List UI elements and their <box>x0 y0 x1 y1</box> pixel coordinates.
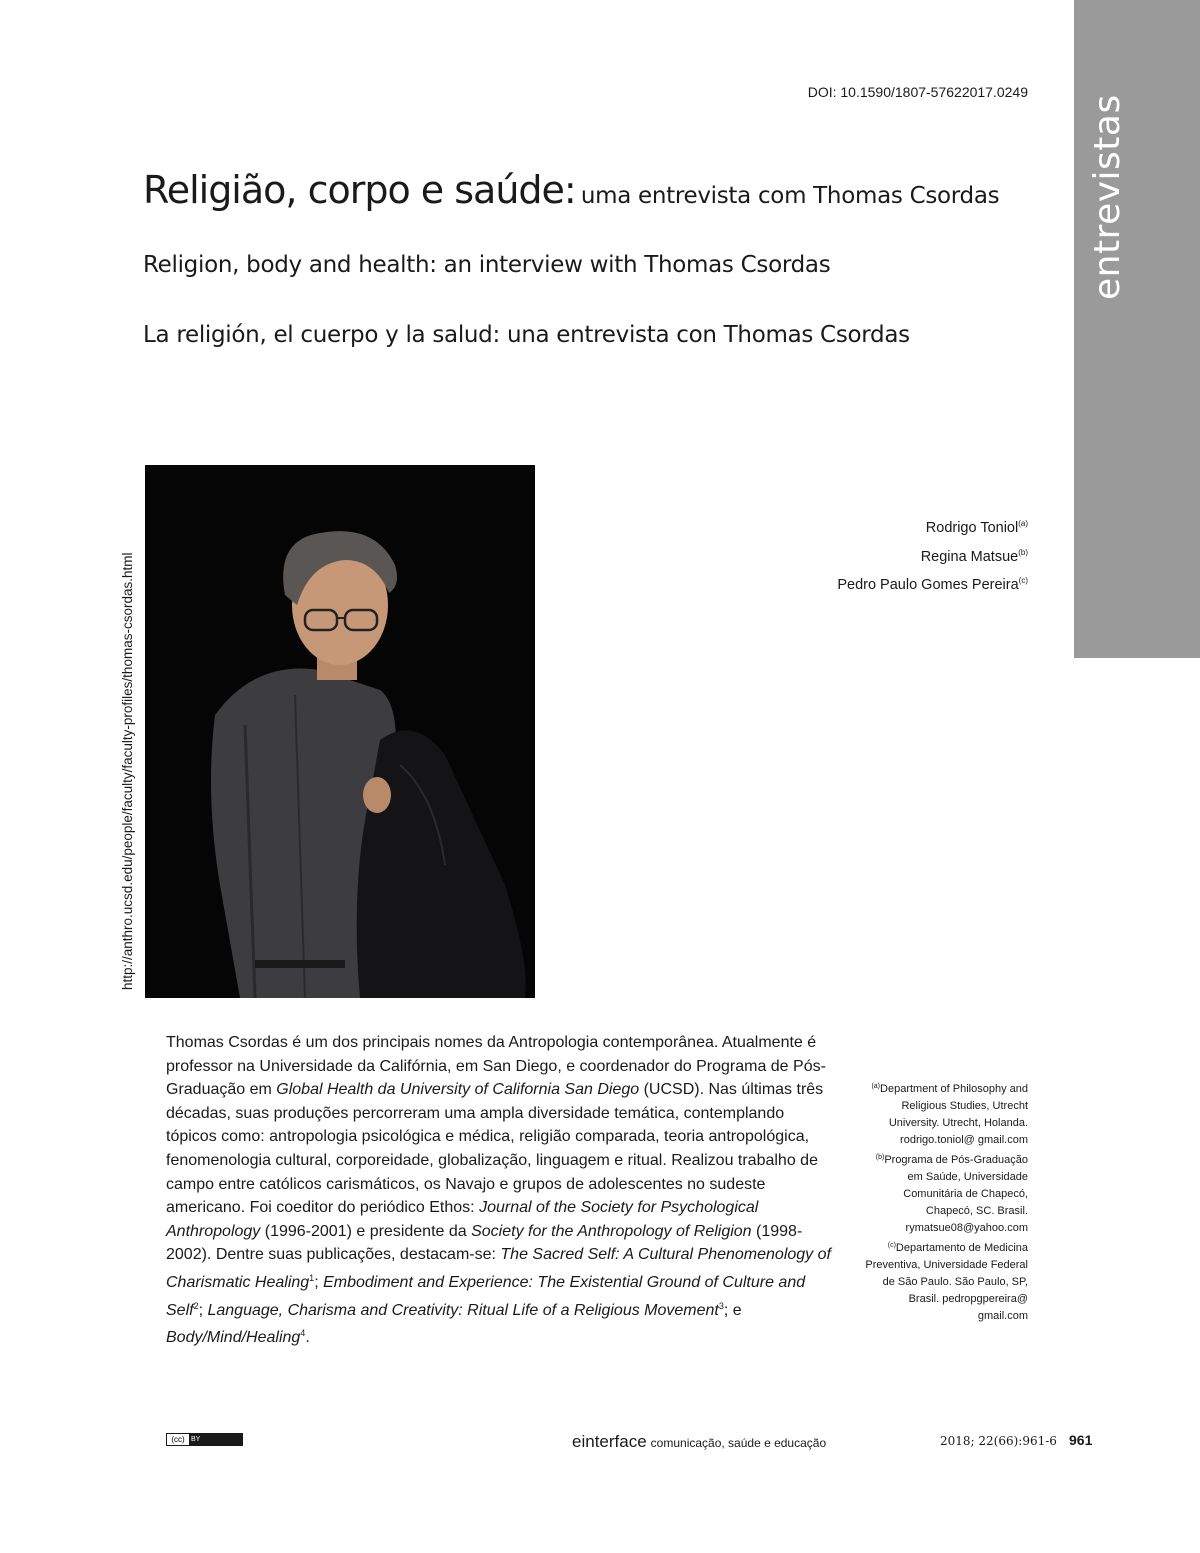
journal-logo-icon: e <box>572 1432 582 1451</box>
page-number: 961 <box>1069 1432 1093 1448</box>
affiliation-text: Department of Philosophy and Religious Studies, Utrecht University. Utrecht, Holanda. rodrigo.toniol@ gmail.com <box>880 1083 1028 1146</box>
author-item <box>837 512 1028 541</box>
affiliation-item <box>863 1078 1028 1149</box>
affiliations-block <box>863 1078 1028 1325</box>
abstract-italic: Journal of the Society for Psychological Anthropology <box>166 1199 759 1240</box>
cc-license-badge[interactable] <box>166 1433 243 1446</box>
abstract-text: (1998-2002). Dentre suas publicações, destacam-se: <box>166 1222 803 1264</box>
title-subtitle: uma entrevista com Thomas Csordas <box>580 183 1000 209</box>
author-name: Pedro Paulo Gomes Pereira <box>837 577 1019 593</box>
section-tab-label: entrevistas <box>1087 94 1128 300</box>
abstract-italic: Embodiment and Experience: The Existential Ground of Culture and Self <box>166 1273 806 1319</box>
author-mark: (c) <box>1018 576 1028 585</box>
journal-subtitle: comunicação, saúde e educação <box>650 1436 827 1450</box>
author-item <box>837 569 1028 598</box>
journal-name: interface <box>581 1432 647 1451</box>
affiliation-item <box>863 1149 1028 1237</box>
abstract-italic: Body/Mind/Healing <box>166 1329 301 1347</box>
abstract-text: ; <box>198 1301 208 1319</box>
abstract-text: ; <box>314 1273 324 1291</box>
abstract-italic: Global Health da University of California San Diego <box>276 1081 640 1099</box>
title-english: Religion, body and health: an interview with Thomas Csordas <box>143 252 831 278</box>
citation: 2018; 22(66):961-6 <box>940 1434 1057 1448</box>
affiliation-item <box>863 1237 1028 1325</box>
cc-icon: (cc) <box>167 1434 189 1445</box>
author-mark: (a) <box>1018 519 1028 528</box>
cc-by-label: BY <box>191 1436 201 1443</box>
abstract-text: (UCSD). Nas últimas três décadas, suas produções percorreram uma ampla diversidade temática, contemplando tópicos como: antropologia psicológica e médica, religião comparada, teoria antropológica, fenomenologia cultural, corporeidade, globalização, linguagem e ritual. Realizou trabalho de campo entre católicos carismáticos, os Navajo e grupos de adolescentes no sudeste americano. Foi coeditor do periódico Ethos: <box>166 1081 824 1217</box>
author-name: Regina Matsue <box>920 548 1019 565</box>
affiliation-text: Programa de Pós-Graduação em Saúde, Universidade Comunitária de Chapecó, Chapecó, SC. Brasil. rymatsue08@yahoo.com <box>884 1154 1028 1234</box>
title-portuguese <box>143 168 999 212</box>
authors-block <box>837 512 1028 598</box>
abstract-paragraph <box>166 1031 836 1350</box>
abstract-text: (1996-2001) e presidente da <box>260 1222 472 1240</box>
title-main: Religião, corpo e saúde: <box>143 168 576 212</box>
footnote-ref[interactable]: 1 <box>309 1272 315 1283</box>
affiliation-mark: (b) <box>875 1154 885 1161</box>
abstract-italic: Language, Charisma and Creativity: Ritual Life of a Religious Movement <box>207 1301 719 1319</box>
portrait-illustration <box>145 465 535 998</box>
affiliation-text: Departamento de Medicina Preventiva, Universidade Federal de São Paulo. São Paulo, SP, Brasil. pedropgpereira@ gmail.com <box>865 1242 1028 1322</box>
footnote-ref[interactable]: 2 <box>193 1300 199 1311</box>
abstract-italic: The Sacred Self: A Cultural Phenomenology of Charismatic Healing <box>166 1246 831 1291</box>
title-spanish: La religión, el cuerpo y la salud: una entrevista con Thomas Csordas <box>143 322 910 348</box>
author-item <box>837 541 1028 570</box>
footnote-ref[interactable]: 3 <box>718 1300 724 1311</box>
abstract-italic: Society for the Anthropology of Religion <box>471 1222 752 1240</box>
journal-logo <box>572 1432 826 1452</box>
affiliation-mark: (a) <box>871 1083 881 1090</box>
abstract-text: . <box>305 1329 310 1347</box>
doi[interactable]: DOI: 10.1590/1807-57622017.0249 <box>807 84 1028 100</box>
photo-credit-link[interactable]: http://anthro.ucsd.edu/people/faculty/faculty-profiles/thomas-csordas.html <box>120 552 135 990</box>
author-name: Rodrigo Toniol <box>925 520 1019 536</box>
portrait-photo <box>145 465 535 998</box>
footnote-ref[interactable]: 4 <box>300 1328 306 1339</box>
author-mark: (b) <box>1018 547 1028 557</box>
abstract-text: ; e <box>723 1301 742 1319</box>
affiliation-mark: (c) <box>887 1242 896 1249</box>
abstract-text: Thomas Csordas é um dos principais nomes da Antropologia contemporânea. Atualmente é professor na Universidade da Califórnia, em San Diego, e coordenador do Programa de Pós-Graduação em <box>166 1034 826 1099</box>
